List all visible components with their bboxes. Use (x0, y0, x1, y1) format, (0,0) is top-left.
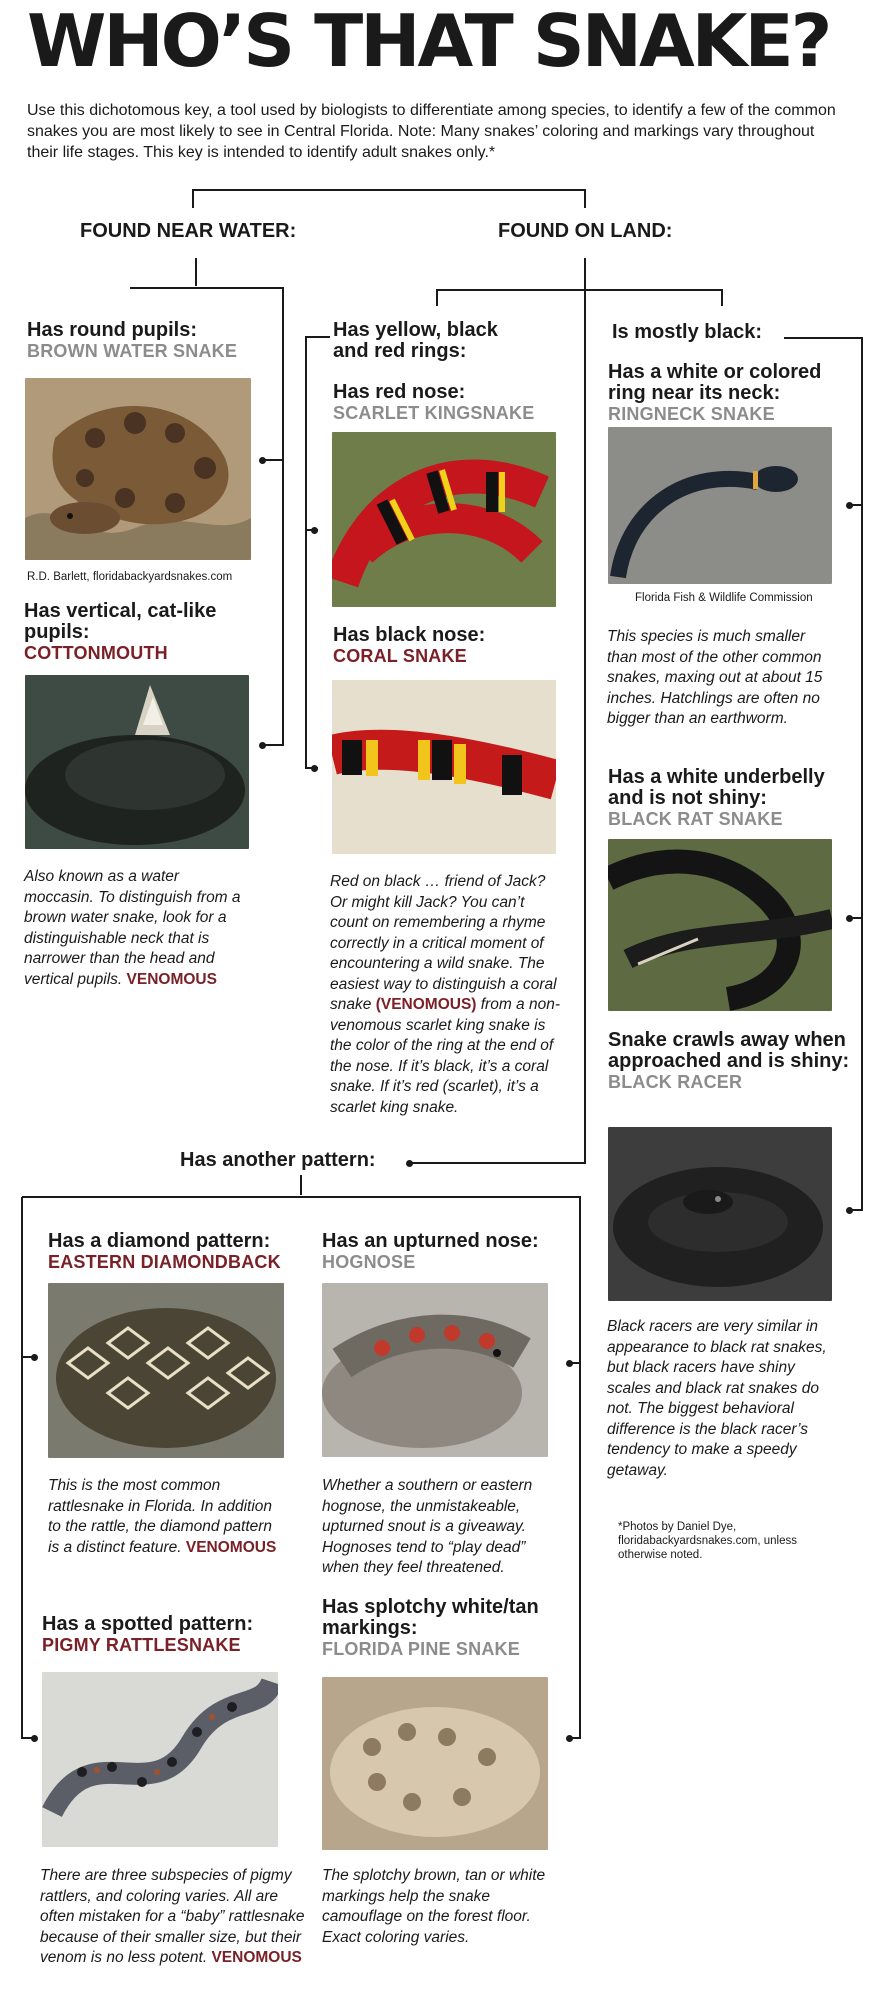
photo-brown-water-snake (25, 378, 251, 560)
key-criterion: Has black nose: (333, 624, 486, 646)
photo-pigmy-rattlesnake (42, 1672, 278, 1847)
photo-credit: Florida Fish & Wildlife Commission (635, 592, 813, 604)
description-text: There are three subspecies of pigmy rattlers, and coloring varies. All are often mistaken for a “baby” rattlesnake because of their smaller size, but their venom is no less potent. (40, 1867, 305, 1966)
entry-hognose (322, 1231, 572, 1273)
species-name: RINGNECK SNAKE (608, 404, 775, 424)
species-name: PIGMY RATTLESNAKE (42, 1635, 241, 1655)
connector-dot (846, 1207, 853, 1214)
photo-eastern-diamondback (48, 1283, 284, 1458)
connector-dot (566, 1360, 573, 1367)
species-name: BROWN WATER SNAKE (27, 341, 238, 361)
photo-hognose (322, 1283, 548, 1457)
entry-eastern-diamondback (48, 1231, 308, 1273)
key-criterion: Has round pupils: (27, 319, 197, 341)
connector-dot (311, 527, 318, 534)
description: Black racers are very similar in appearance to black rat snakes, but black racers have shiny scales and black rat snakes do not. The biggest behavioral difference is the black racer’s tendency to make a speedy getaway. (607, 1318, 827, 1479)
key-criterion: Snake crawls away when approached and is shiny: (608, 1029, 850, 1072)
entry-ringneck-snake (608, 362, 853, 425)
footnote-photo-credits: *Photos by Daniel Dye, floridabackyardsnakes.com, unless otherwise noted. (618, 1521, 797, 1561)
photo-cottonmouth (25, 675, 249, 849)
photo-coral-snake (332, 680, 556, 854)
connector-dot (259, 742, 266, 749)
connector-dot (259, 457, 266, 464)
photo-credit: R.D. Barlett, floridabackyardsnakes.com (27, 571, 233, 583)
entry-black-racer (608, 1030, 853, 1093)
photo-scarlet-kingsnake (332, 432, 556, 607)
species-name: CORAL SNAKE (333, 646, 467, 666)
species-name: COTTONMOUTH (24, 643, 168, 663)
key-criterion: Has a white or colored ring near its neck: (608, 361, 822, 404)
species-name: EASTERN DIAMONDBACK (48, 1252, 281, 1272)
branch-another-pattern: Has another pattern: (180, 1149, 376, 1171)
description (330, 872, 565, 1118)
photo-florida-pine-snake (322, 1677, 548, 1850)
description-text: Also known as a water moccasin. To distinguish from a brown water snake, look for a distinguishable neck that is narrower than the head and vertical pupils. (24, 868, 241, 988)
entry-scarlet-kingsnake (333, 382, 563, 424)
venomous-label: VENOMOUS (185, 1538, 277, 1556)
photo-ringneck-snake (608, 427, 832, 584)
branch-mostly-black: Is mostly black: (612, 321, 763, 343)
entry-cottonmouth (24, 601, 254, 664)
key-criterion: Has vertical, cat-like pupils: (24, 600, 217, 643)
key-criterion: Has a diamond pattern: (48, 1230, 271, 1252)
connector-dot (406, 1160, 413, 1167)
key-criterion: Has a white underbelly and is not shiny: (608, 766, 825, 809)
connector-dot (31, 1735, 38, 1742)
photo-black-rat-snake (608, 839, 832, 1011)
branch-yellow-black-red-rings: Has yellow, black and red rings: (333, 319, 498, 362)
species-name: BLACK RAT SNAKE (608, 809, 783, 829)
entry-florida-pine-snake (322, 1597, 552, 1660)
branch-found-near-water: FOUND NEAR WATER: (80, 220, 297, 242)
description: Whether a southern or eastern hognose, the unmistakeable, upturned snout is a giveaway. Hognoses tend to “play dead” when they feel threatened. (322, 1477, 533, 1576)
key-criterion: Has an upturned nose: (322, 1230, 539, 1252)
photo-black-racer (608, 1127, 832, 1301)
branch-found-on-land: FOUND ON LAND: (498, 220, 673, 242)
connector-dot (846, 502, 853, 509)
venomous-label: VENOMOUS (126, 970, 217, 988)
species-name: HOGNOSE (322, 1252, 416, 1272)
description: This species is much smaller than most of the other common snakes, maxing out at about 15 inches. Hatchlings are often no bigger than an earthworm. (607, 628, 823, 727)
species-name: FLORIDA PINE SNAKE (322, 1639, 520, 1659)
venomous-label: (VENOMOUS) (375, 996, 477, 1013)
connector-dot (846, 915, 853, 922)
description-text: Red on black … friend of Jack? Or might kill Jack? You can’t count on remembering a rhyme correctly in a critical moment of encountering a wild snake. The easiest way to distinguish a coral snake (330, 873, 557, 1013)
species-name: SCARLET KINGSNAKE (333, 403, 535, 423)
entry-black-rat-snake (608, 767, 853, 830)
connector-dot (566, 1735, 573, 1742)
intro-paragraph: Use this dichotomous key, a tool used by biologists to differentiate among species, to identify a few of the common snakes you are most likely to see in Central Florida. Note: Many snakes’ coloring and markings vary throughout their life stages. This key is intended to identify adult snakes only.* (27, 102, 836, 161)
entry-coral-snake (333, 625, 563, 667)
entry-brown-water-snake (27, 320, 257, 362)
description (48, 1476, 278, 1558)
description (24, 867, 249, 990)
key-criterion: Has splotchy white/tan markings: (322, 1596, 539, 1639)
key-criterion: Has a spotted pattern: (42, 1613, 254, 1635)
description-text: This is the most common rattlesnake in Florida. In addition to the rattle, the diamond pattern is a distinct feature. (48, 1477, 273, 1556)
species-name: BLACK RACER (608, 1072, 743, 1092)
connector-dot (31, 1354, 38, 1361)
connector-dot (311, 765, 318, 772)
description-text: from a non-venomous scarlet king snake is the color of the ring at the end of the nose. If it’s black, it’s a coral snake. If it’s red (scarlet), it’s a scarlet king snake. (330, 996, 561, 1116)
description: The splotchy brown, tan or white markings help the snake camouflage on the forest floor. Exact coloring varies. (322, 1867, 546, 1946)
entry-pigmy-rattlesnake (42, 1614, 302, 1656)
venomous-label: VENOMOUS (211, 1949, 302, 1966)
key-criterion: Has red nose: (333, 381, 466, 403)
description (40, 1866, 310, 1969)
page-title: WHO’S THAT SNAKE? (27, 0, 830, 83)
